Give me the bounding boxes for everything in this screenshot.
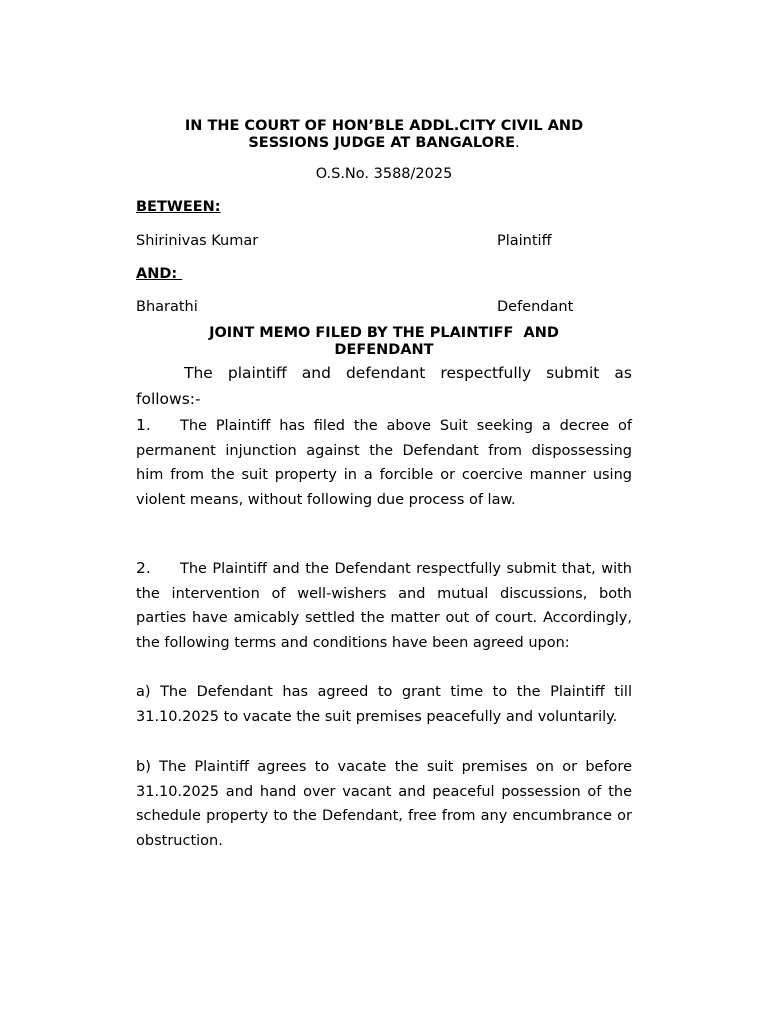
paragraph-2-number: 2. [136, 559, 151, 577]
paragraph-2-text: The Plaintiff and the Defendant respectfully submit that, with the intervention of well-wishers and mutual discussions, both parties have amicably settled the matter out of court. Accordingly, the following terms and conditions have been agreed upon: [136, 561, 632, 652]
court-title-line-2 [136, 135, 632, 152]
paragraph-1-text: The Plaintiff has filed the above Suit seeking a decree of permanent injunction against the Defendant from dispossessing him from the suit property in a forcible or coercive manner using violent means, without following due process of law. [136, 418, 632, 509]
memo-intro: The plaintiff and defendant respectfully submit as follows:- [136, 364, 632, 408]
clause-a: a) The Defendant has agreed to grant time to the Plaintiff till 31.10.2025 to vacate the suit premises peacefully and voluntarily. [136, 684, 632, 725]
court-title-line-1: IN THE COURT OF HON’BLE ADDL.CITY CIVIL AND [184, 118, 584, 134]
court-title [136, 118, 632, 152]
memo-title-line-1: JOINT MEMO FILED BY THE PLAINTIFF AND [209, 325, 559, 341]
memo-title [136, 325, 632, 359]
clause-b: b) The Plaintiff agrees to vacate the suit premises on or before 31.10.2025 and hand over vacant and peaceful possession of the schedule property to the Defendant, free from any encumbrance or obstruction. [136, 759, 632, 850]
court-title-line-2-text: SESSIONS JUDGE AT BANGALORE [248, 135, 516, 151]
defendant-role: Defendant [497, 299, 574, 315]
plaintiff-name: Shirinivas Kumar [136, 233, 259, 249]
between-label: BETWEEN: [136, 199, 221, 215]
paragraph-2 [136, 556, 632, 656]
court-title-period: . [515, 135, 520, 151]
memo-title-line-2: DEFENDANT [334, 342, 434, 358]
defendant-name: Bharathi [136, 299, 198, 315]
paragraph-1 [136, 413, 632, 513]
paragraph-1-number: 1. [136, 416, 151, 434]
and-label: AND: [136, 266, 183, 282]
case-number: O.S.No. 3588/2025 [315, 166, 453, 182]
plaintiff-role: Plaintiff [497, 233, 552, 249]
